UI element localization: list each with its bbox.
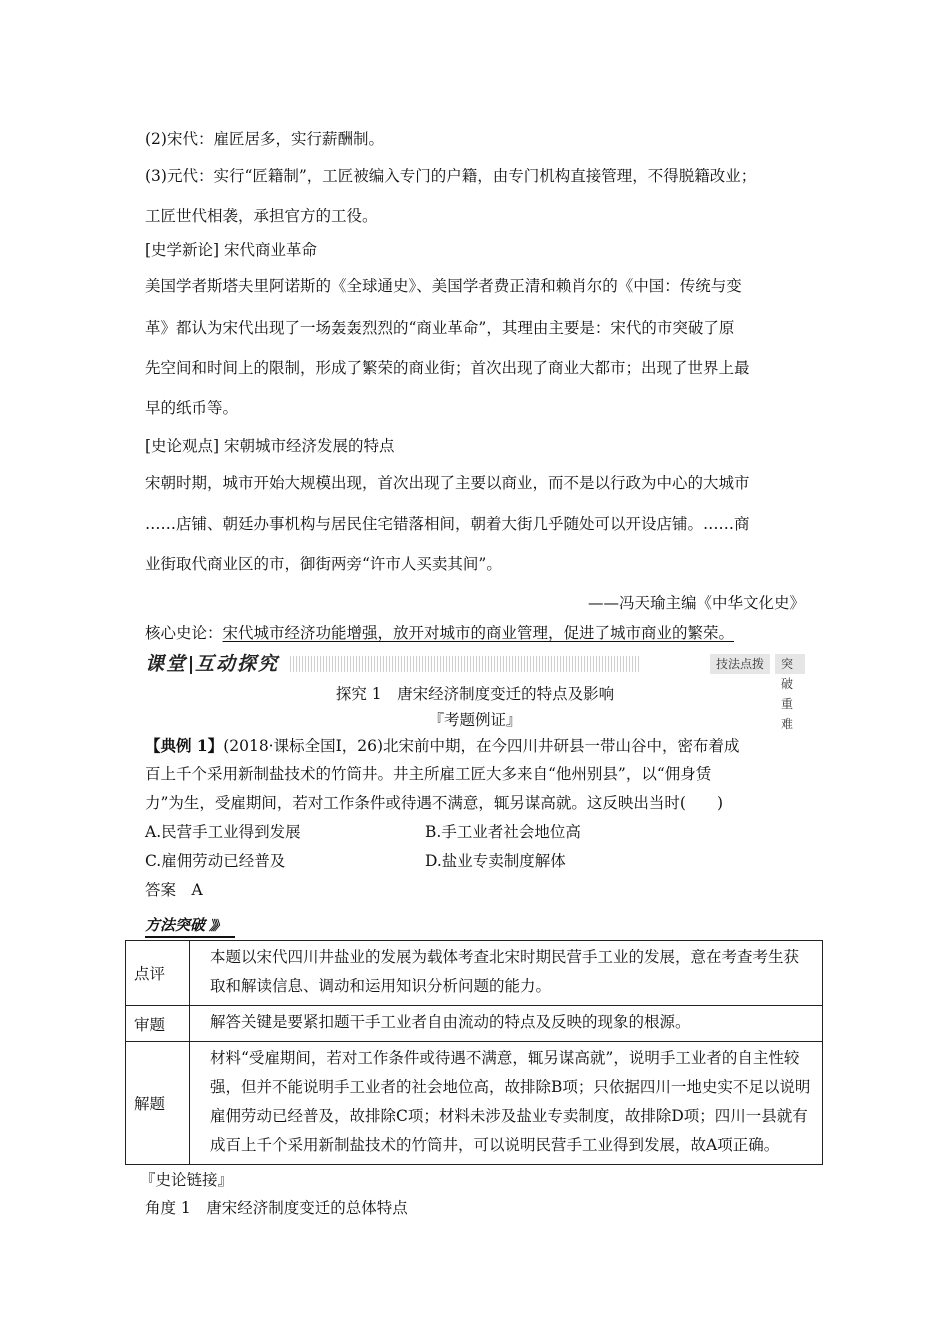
answer: 答案 A [145, 881, 203, 899]
option-a: A.民营手工业得到发展 [145, 823, 301, 841]
banner-tag-technique: 技法点拨 [710, 654, 770, 674]
text-line: 先空间和时间上的限制，形成了繁荣的商业街；首次出现了商业大都市；出现了世界上最 [145, 359, 750, 377]
example-label: 【典例 1】 [145, 736, 224, 755]
row-label-review: 点评 [126, 941, 190, 1006]
banner-divider [190, 656, 192, 674]
angle-heading: 角度 1 唐宋经济制度变迁的总体特点 [145, 1199, 408, 1217]
text-line: 工匠世代相袭，承担官方的工役。 [145, 207, 378, 225]
text-line: ……店铺、朝廷办事机构与居民住宅错落相间，朝着大街几乎随处可以开设店铺。……商 [145, 515, 750, 533]
text-line: (3)元代：实行“匠籍制”，工匠被编入专门的户籍，由专门机构直接管理，不得脱籍改业； [145, 167, 757, 185]
text-line: 美国学者斯塔夫里阿诺斯的《全球通史》、美国学者费正清和赖肖尔的《中国：传统与变 [145, 277, 742, 295]
option-b: B.手工业者社会地位高 [425, 823, 581, 841]
question-line: 百上千个采用新制盐技术的竹筒井。井主所雇工匠大多来自“他州别县”，以“佣身赁 [145, 765, 712, 783]
table-row [126, 1006, 823, 1042]
text-line: 业街取代商业区的市，御街两旁“许市人买卖其间”。 [145, 555, 502, 573]
row-label-solve: 解题 [126, 1042, 190, 1165]
table-row [126, 941, 823, 1006]
core-thesis [145, 623, 805, 643]
table-row [126, 1042, 823, 1165]
row-text-solve: 材料“受雇期间，若对工作条件或待遇不满意，辄另谋高就”，说明手工业者的自主性较强，但并不能说明手工业者的社会地位高，故排除B项；只依据四川一地史实不足以说明雇佣劳动已经普及，故排除C项；材料未涉及盐业专卖制度，故排除D项；四川一县就有成百上千个采用新制盐技术的竹筒井，可以说明民营手工业得到发展，故A项正确。 [190, 1042, 823, 1165]
explore-title: 探究 1 唐宋经济制度变迁的特点及影响 [335, 685, 615, 703]
exam-examples-heading: 『考题例证』 [428, 711, 522, 729]
source-citation: ——冯天瑜主编《中华文化史》 [587, 594, 805, 612]
section-heading-viewpoint: [史论观点] 宋朝城市经济发展的特点 [145, 437, 395, 455]
option-d: D.盐业专卖制度解体 [425, 852, 566, 870]
method-heading-underline [145, 936, 235, 938]
question-text: (2018·课标全国Ⅰ，26)北宋前中期，在今四川井研县一带山谷中，密布着成 [223, 737, 740, 755]
banner-title-part-2: 互动探究 [195, 653, 280, 675]
option-c: C.雇佣劳动已经普及 [145, 852, 286, 870]
double-chevron-icon: 》》 [209, 919, 223, 934]
question-line: 力”为生，受雇期间，若对工作条件或待遇不满意，辄另谋高就。这反映出当时( ) [145, 794, 724, 812]
row-text-review: 本题以宋代四川井盐业的发展为载体考查北宋时期民营手工业的发展，意在考查考生获取和解读信息、调动和运用知识分析问题的能力。 [190, 941, 823, 1006]
question-line [145, 736, 805, 756]
core-thesis-text: 宋代城市经济功能增强，放开对城市的商业管理，促进了城市商业的繁荣。 [222, 624, 735, 642]
banner-tag-breakthrough: 突破重难 [775, 654, 805, 674]
method-heading [145, 915, 223, 937]
text-line: 早的纸币等。 [145, 399, 239, 417]
text-line: 宋朝时期，城市开始大规模出现，首次出现了主要以商业，而不是以行政为中心的大城市 [145, 474, 750, 492]
method-heading-text: 方法突破 [145, 916, 206, 934]
banner-title [145, 652, 279, 676]
section-heading-new-theory: [史学新论] 宋代商业革命 [145, 241, 318, 259]
banner-stripes [290, 656, 640, 672]
history-links-heading: 『史论链接』 [140, 1171, 234, 1189]
banner-title-part-1: 课堂 [145, 653, 188, 675]
row-text-examine: 解答关键是要紧扣题干手工业者自由流动的特点及反映的现象的根源。 [190, 1006, 823, 1042]
text-line: 革》都认为宋代出现了一场轰轰烈烈的“商业革命”，其理由主要是：宋代的市突破了原 [145, 319, 735, 337]
core-thesis-label: 核心史论： [145, 624, 223, 642]
row-label-examine: 审题 [126, 1006, 190, 1042]
method-table [125, 940, 823, 1165]
text-line: (2)宋代：雇匠居多，实行薪酬制。 [145, 130, 384, 148]
